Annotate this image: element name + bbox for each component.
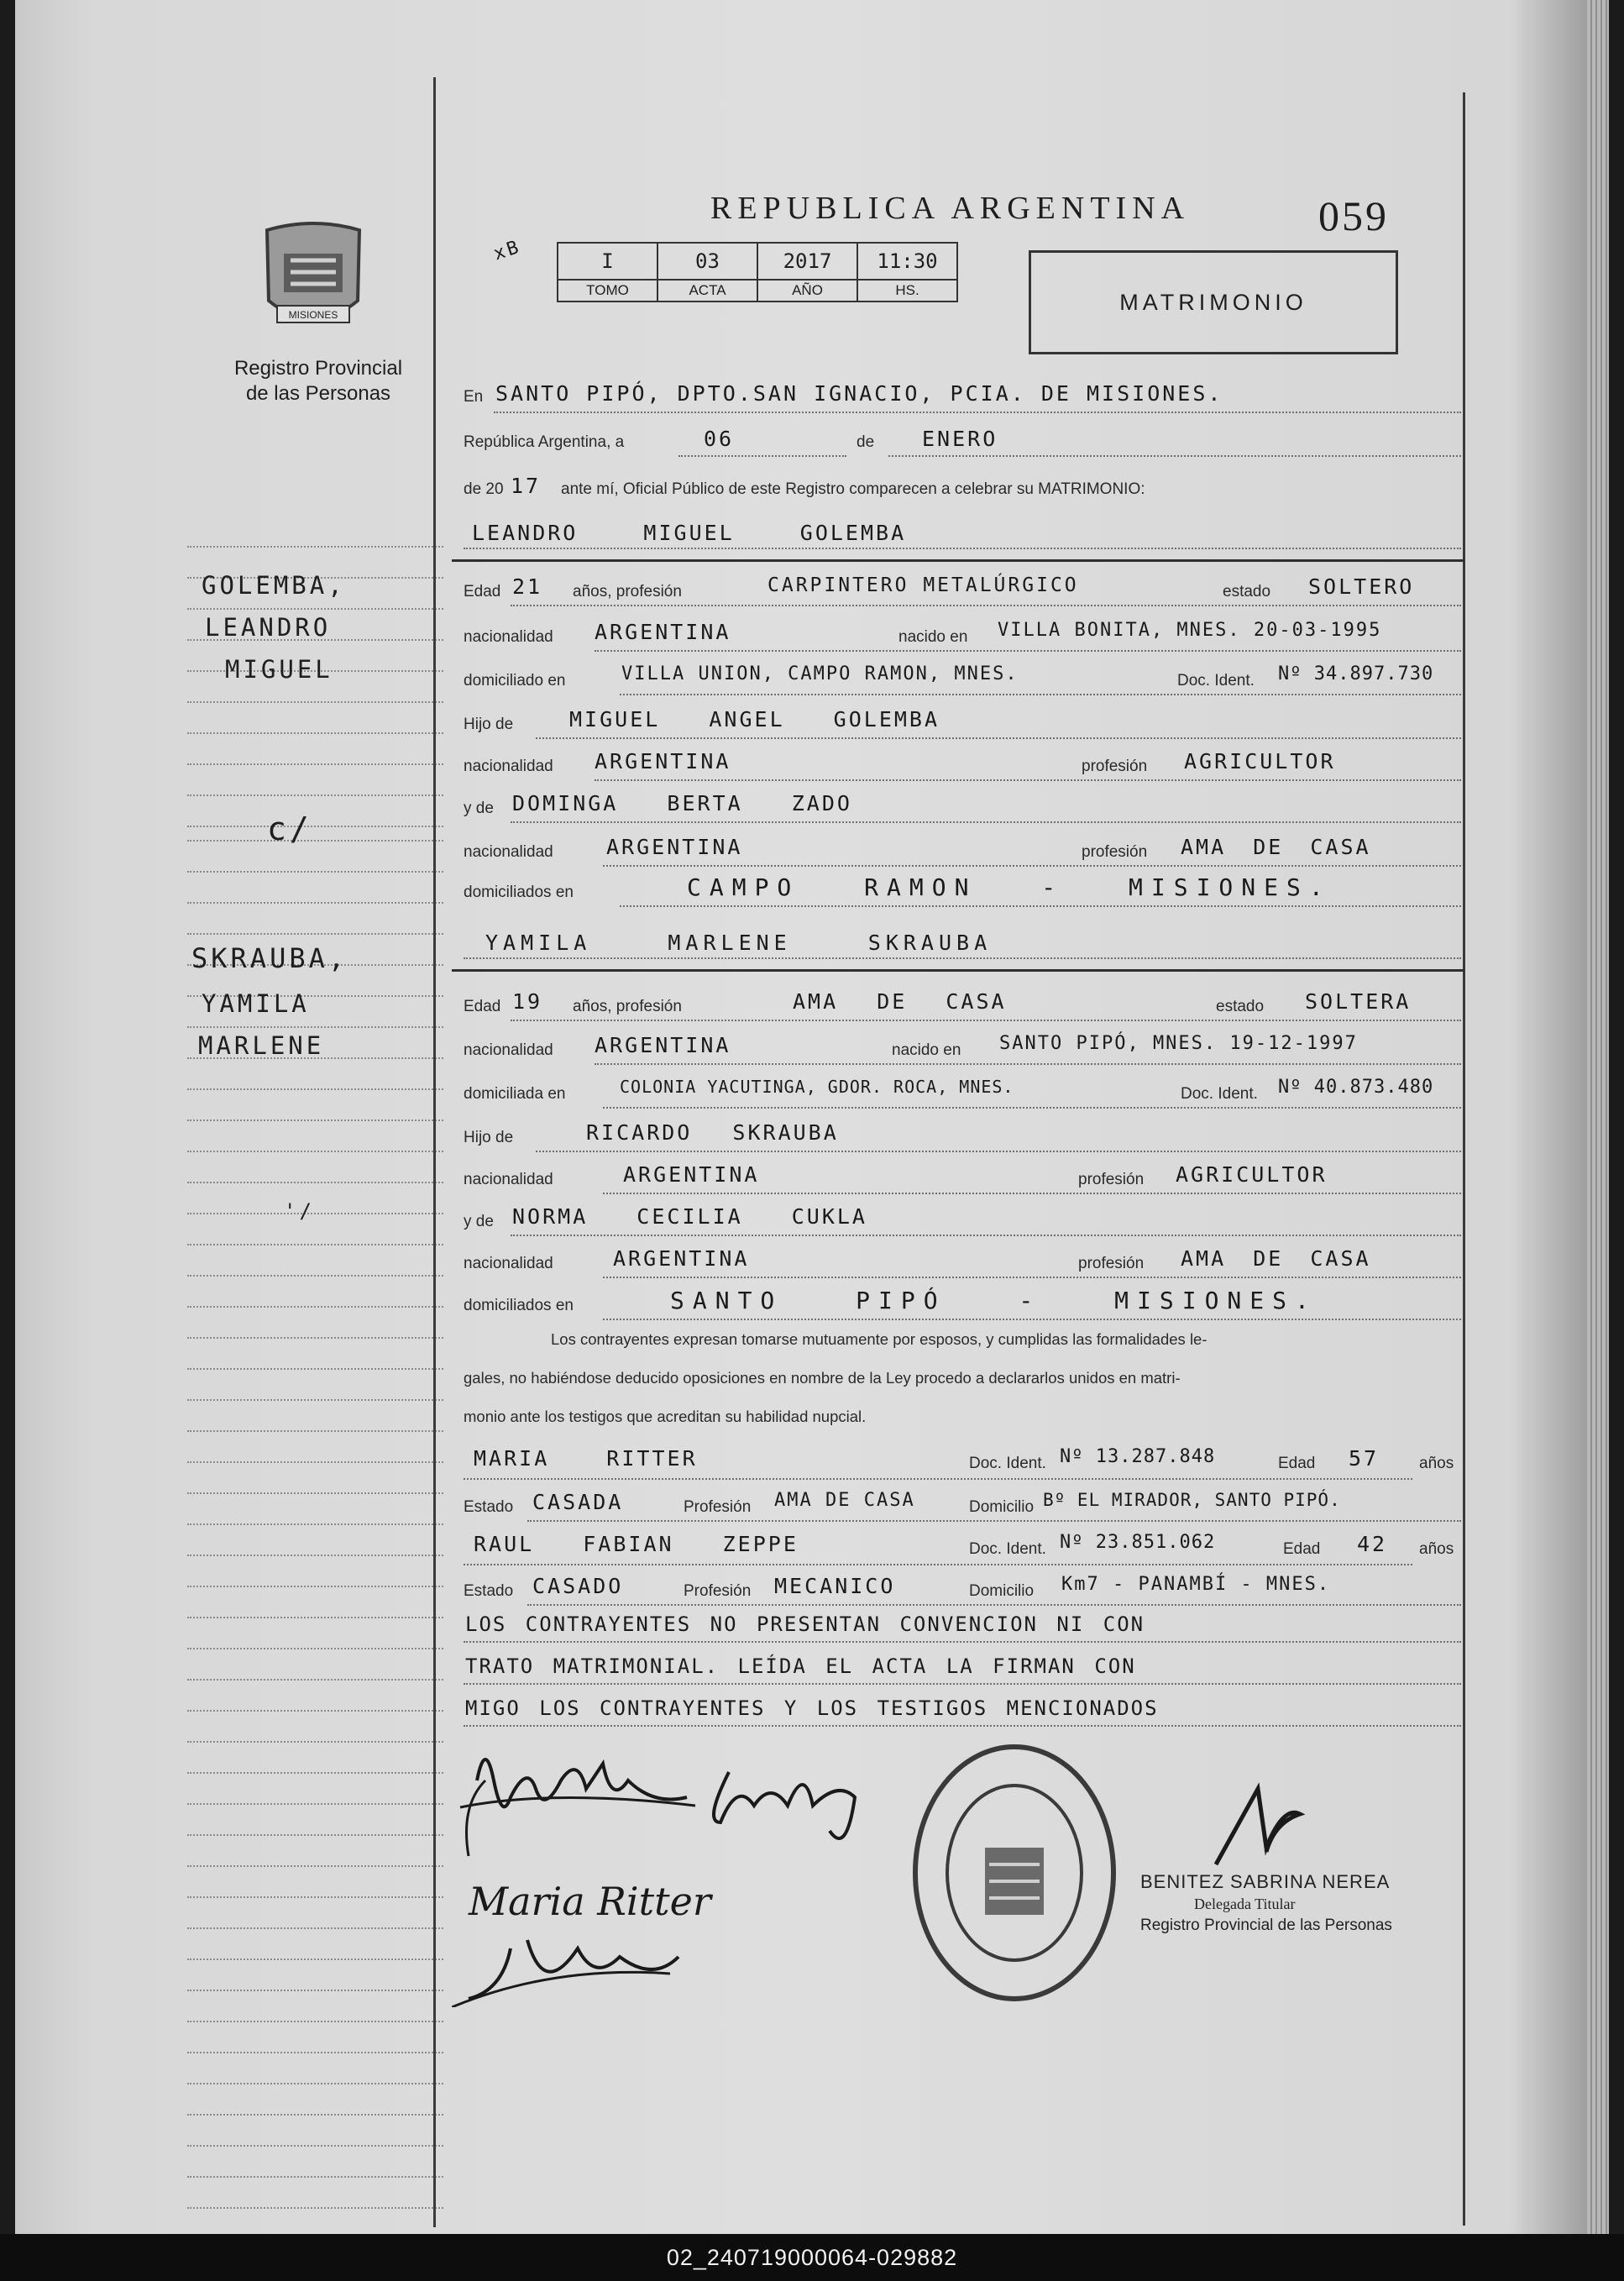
witness2-anos-label: años bbox=[1419, 1540, 1454, 1558]
page-number: 059 bbox=[1318, 192, 1389, 239]
witness1-age: 57 bbox=[1349, 1446, 1380, 1471]
bride-full-name: YAMILA MARLENE SKRAUBA bbox=[485, 931, 993, 955]
groom-estado-label: estado bbox=[1223, 583, 1271, 600]
notes-line-1: LOS CONTRAYENTES NO PRESENTAN CONVENCION NI CON bbox=[465, 1612, 1145, 1636]
witness2-name: RAUL FABIAN ZEPPE bbox=[474, 1532, 799, 1556]
margin-rule-line bbox=[187, 1275, 443, 1277]
margin-rule-line bbox=[187, 546, 443, 548]
seal-label: MISIONES bbox=[288, 309, 338, 321]
book-edge bbox=[1587, 0, 1609, 2234]
bride-doc: Nº 40.873.480 bbox=[1278, 1077, 1434, 1098]
officer-signature-icon bbox=[1208, 1772, 1308, 1873]
witness1-edad-label: Edad bbox=[1278, 1455, 1316, 1472]
groom-domicile: VILLA UNION, CAMPO RAMON, MNES. bbox=[621, 663, 1019, 684]
bride-mother: NORMA CECILIA CUKLA bbox=[512, 1204, 867, 1229]
margin-rule-line bbox=[187, 1523, 443, 1525]
officer-org: Registro Provincial de las Personas bbox=[1140, 1917, 1392, 1934]
officer-name: BENITEZ SABRINA NEREA bbox=[1140, 1871, 1391, 1892]
org-name: Registro Provincial de las Personas bbox=[233, 357, 403, 405]
margin-rule-line bbox=[187, 1896, 443, 1898]
country-title: REPUBLICA ARGENTINA bbox=[710, 191, 1191, 226]
groom-profesion-label: años, profesión bbox=[573, 583, 682, 600]
groom-full-name: LEANDRO MIGUEL GOLEMBA bbox=[472, 521, 907, 545]
de-label: de bbox=[857, 433, 875, 451]
margin-rule-line bbox=[187, 1337, 443, 1339]
margin-groom-middle: MIGUEL bbox=[225, 655, 333, 684]
acta-value: 03 bbox=[657, 243, 757, 280]
bride-birth: SANTO PIPÓ, MNES. 19-12-1997 bbox=[999, 1033, 1358, 1054]
margin-rule-line bbox=[187, 1927, 443, 1929]
groom-mother: DOMINGA BERTA ZADO bbox=[512, 791, 852, 815]
bride-domicile: COLONIA YACUTINGA, GDOR. ROCA, MNES. bbox=[620, 1077, 1014, 1097]
right-column-border bbox=[1463, 92, 1465, 2226]
ano-caption: AÑO bbox=[757, 280, 857, 302]
witness2-doc: Nº 23.851.062 bbox=[1060, 1532, 1216, 1553]
witness2-estado-label: Estado bbox=[464, 1582, 514, 1600]
margin-mark: '/ bbox=[284, 1199, 315, 1223]
margin-rule-line bbox=[187, 1244, 443, 1245]
notes-line-3: MIGO LOS CONTRAYENTES Y LOS TESTIGOS MENCIONADOS bbox=[465, 1696, 1159, 1720]
margin-rule-line bbox=[187, 1306, 443, 1308]
groom-dom-label: domiciliado en bbox=[464, 672, 566, 690]
margin-rule-line bbox=[187, 826, 443, 827]
bride-nacido-label: nacido en bbox=[892, 1041, 961, 1059]
groom-parents-dom-label: domiciliados en bbox=[464, 884, 574, 901]
groom-nationality: ARGENTINA bbox=[595, 620, 731, 644]
bride-status: SOLTERA bbox=[1305, 989, 1412, 1014]
margin-rule-line bbox=[187, 1213, 443, 1214]
groom-mother-prof-label: profesión bbox=[1082, 843, 1148, 861]
bride-profession: AMA DE CASA bbox=[793, 989, 1007, 1014]
margin-rule-line bbox=[187, 1461, 443, 1463]
margin-rule-line bbox=[187, 1368, 443, 1370]
bride-parents-dom-label: domiciliados en bbox=[464, 1297, 574, 1314]
groom-doc: Nº 34.897.730 bbox=[1278, 663, 1434, 684]
margin-rule-line bbox=[187, 1990, 443, 1991]
notes-line-2: TRATO MATRIMONIAL. LEÍDA EL ACTA LA FIRMAN CON bbox=[465, 1654, 1136, 1678]
registry-table bbox=[557, 242, 958, 302]
witness1-name: MARIA RITTER bbox=[474, 1446, 698, 1471]
margin-rule-line bbox=[187, 1586, 443, 1587]
hora-caption: HS. bbox=[857, 280, 957, 302]
marriage-statement: Los contrayentes expresan tomarse mutuamente por esposos, y cumplidas las formalidades le- gales, no habiéndose deducido oposiciones en nombre de la Ley procedo a declararlos unidos en matri- monio ante los testigos que acreditan su habilidad nupcial. bbox=[464, 1330, 1208, 1425]
margin-bride-surname: SKRAUBA, bbox=[191, 942, 348, 974]
margin-rule-line bbox=[187, 840, 443, 842]
acta-caption: ACTA bbox=[657, 280, 757, 302]
contracting-signatures bbox=[452, 1730, 888, 2007]
margin-rule-line bbox=[187, 871, 443, 873]
groom-birth: VILLA BONITA, MNES. 20-03-1995 bbox=[998, 620, 1382, 641]
margin-rule-line bbox=[187, 2207, 443, 2209]
margin-rule-line bbox=[187, 2176, 443, 2178]
witness1-doc: Nº 13.287.848 bbox=[1060, 1446, 1216, 1467]
tomo-caption: TOMO bbox=[558, 280, 657, 302]
groom-mother-profession: AMA DE CASA bbox=[1181, 835, 1371, 859]
groom-father-nac-label: nacionalidad bbox=[464, 758, 553, 775]
year-value: 17 bbox=[511, 474, 542, 498]
margin-rule-line bbox=[187, 1182, 443, 1183]
margin-rule-line bbox=[187, 1617, 443, 1618]
witness1-anos-label: años bbox=[1419, 1455, 1454, 1472]
day-value: 06 bbox=[704, 427, 735, 451]
margin-rule-line bbox=[187, 732, 443, 734]
margin-rule-line bbox=[187, 1834, 443, 1836]
witness2-edad-label: Edad bbox=[1283, 1540, 1321, 1558]
margin-groom-first: LEANDRO bbox=[205, 613, 332, 642]
groom-age: 21 bbox=[512, 574, 543, 599]
margin-rule-line bbox=[187, 1772, 443, 1774]
left-column-border bbox=[433, 77, 436, 2227]
margin-rule-line bbox=[187, 2145, 443, 2147]
groom-father-nationality: ARGENTINA bbox=[595, 749, 731, 773]
official-stamp-icon bbox=[905, 1738, 1124, 2007]
groom-father-prof-label: profesión bbox=[1082, 758, 1148, 775]
act-type-box: MATRIMONIO bbox=[1029, 250, 1398, 354]
footer-id: 02_240719000064-029882 bbox=[0, 2234, 1624, 2281]
groom-nac-label: nacionalidad bbox=[464, 628, 553, 646]
bride-mother-profession: AMA DE CASA bbox=[1181, 1246, 1371, 1271]
bride-dom-label: domiciliada en bbox=[464, 1085, 566, 1103]
witness2-domicile: Km7 - PANAMBÍ - MNES. bbox=[1061, 1574, 1331, 1595]
witness1-status: CASADA bbox=[532, 1490, 624, 1514]
margin-rule-line bbox=[187, 2114, 443, 2116]
province-seal-icon bbox=[259, 220, 368, 338]
groom-father: MIGUEL ANGEL GOLEMBA bbox=[569, 707, 940, 731]
officer-title: Delegada Titular bbox=[1194, 1896, 1296, 1912]
margin-rule-line bbox=[187, 763, 443, 765]
witness1-profesion-label: Profesión bbox=[684, 1498, 752, 1516]
bride-father: RICARDO SKRAUBA bbox=[586, 1120, 839, 1145]
margin-rule-line bbox=[187, 2083, 443, 2084]
bride-yde-label: y de bbox=[464, 1213, 494, 1230]
groom-parents-domicile: CAMPO RAMON - MISIONES. bbox=[687, 873, 1332, 901]
bride-estado-label: estado bbox=[1216, 998, 1265, 1015]
margin-rule-line bbox=[187, 608, 443, 610]
margin-rule-line bbox=[187, 701, 443, 703]
margin-connector: c/ bbox=[267, 810, 312, 847]
witness-handwritten-signature: Maria Ritter bbox=[469, 1879, 711, 1924]
margin-rule-line bbox=[187, 1120, 443, 1121]
margin-groom-surname: GOLEMBA, bbox=[202, 571, 346, 600]
hora-value: 11:30 bbox=[857, 243, 957, 280]
groom-edad-label: Edad bbox=[464, 583, 501, 600]
margin-rule-line bbox=[187, 794, 443, 796]
margin-rule-line bbox=[187, 1555, 443, 1556]
bride-doc-label: Doc. Ident. bbox=[1181, 1085, 1258, 1103]
place-value: SANTO PIPÓ, DPTO.SAN IGNACIO, PCIA. DE MISIONES. bbox=[495, 381, 1223, 406]
document-page bbox=[15, 0, 1587, 2234]
bride-father-nationality: ARGENTINA bbox=[623, 1162, 760, 1187]
witness1-estado-label: Estado bbox=[464, 1498, 514, 1516]
margin-rule-line bbox=[187, 1088, 443, 1090]
groom-doc-label: Doc. Ident. bbox=[1177, 672, 1255, 690]
en-label: En bbox=[464, 388, 484, 406]
margin-rule-line bbox=[187, 1741, 443, 1743]
margin-rule-line bbox=[187, 933, 443, 935]
tomo-value: I bbox=[558, 243, 657, 280]
bride-age: 19 bbox=[512, 989, 543, 1014]
bride-edad-label: Edad bbox=[464, 998, 501, 1015]
initials-mark: xB bbox=[490, 236, 524, 265]
bride-hijo-label: Hijo de bbox=[464, 1129, 514, 1146]
margin-rule-line bbox=[187, 1710, 443, 1712]
margin-rule-line bbox=[187, 1430, 443, 1432]
margin-rule-line bbox=[187, 1026, 443, 1028]
bride-father-nac-label: nacionalidad bbox=[464, 1171, 553, 1188]
groom-nacido-label: nacido en bbox=[898, 628, 968, 646]
witness2-profesion-label: Profesión bbox=[684, 1582, 752, 1600]
margin-rule-line bbox=[187, 2052, 443, 2053]
margin-rule-line bbox=[187, 2021, 443, 2022]
bride-father-prof-label: profesión bbox=[1078, 1171, 1145, 1188]
groom-mother-nationality: ARGENTINA bbox=[606, 835, 743, 859]
bride-mother-nac-label: nacionalidad bbox=[464, 1255, 553, 1272]
celebration-label: ante mí, Oficial Público de este Registro comparecen a celebrar su MATRIMONIO: bbox=[561, 480, 1145, 498]
ano-value: 2017 bbox=[757, 243, 857, 280]
witness2-age: 42 bbox=[1357, 1532, 1388, 1556]
margin-rule-line bbox=[187, 1679, 443, 1681]
margin-bride-middle: MARLENE bbox=[198, 1031, 325, 1060]
bride-nac-label: nacionalidad bbox=[464, 1041, 553, 1059]
margin-rule-line bbox=[187, 1492, 443, 1494]
witness2-doc-label: Doc. Ident. bbox=[969, 1540, 1046, 1558]
margin-bride-first: YAMILA bbox=[202, 989, 310, 1018]
witness2-domicilio-label: Domicilio bbox=[969, 1582, 1035, 1600]
bride-parents-domicile: SANTO PIPÓ - MISIONES. bbox=[670, 1287, 1318, 1314]
margin-rule-line bbox=[187, 1959, 443, 1960]
bride-father-profession: AGRICULTOR bbox=[1176, 1162, 1328, 1187]
margin-rule-line bbox=[187, 1151, 443, 1152]
year-label: de 20 bbox=[464, 480, 504, 498]
margin-rule-line bbox=[187, 1399, 443, 1401]
witness1-domicilio-label: Domicilio bbox=[969, 1498, 1035, 1516]
bride-profesion-label: años, profesión bbox=[573, 998, 682, 1015]
republica-label: República Argentina, a bbox=[464, 433, 625, 451]
groom-mother-nac-label: nacionalidad bbox=[464, 843, 553, 861]
bride-mother-prof-label: profesión bbox=[1078, 1255, 1145, 1272]
margin-rule-line bbox=[187, 1648, 443, 1649]
month-value: ENERO bbox=[922, 427, 998, 451]
groom-profession: CARPINTERO METALÚRGICO bbox=[767, 574, 1079, 596]
margin-rule-line bbox=[187, 1803, 443, 1805]
groom-hijo-label: Hijo de bbox=[464, 716, 514, 733]
bride-nationality: ARGENTINA bbox=[595, 1033, 731, 1057]
witness1-doc-label: Doc. Ident. bbox=[969, 1455, 1046, 1472]
witness2-profession: MECANICO bbox=[774, 1574, 896, 1598]
officer-stamp-block bbox=[1140, 1871, 1392, 1937]
groom-status: SOLTERO bbox=[1308, 574, 1415, 599]
groom-yde-label: y de bbox=[464, 800, 494, 817]
witness1-profession: AMA DE CASA bbox=[774, 1490, 915, 1511]
witness1-domicile: Bº EL MIRADOR, SANTO PIPÓ. bbox=[1043, 1490, 1341, 1510]
groom-father-profession: AGRICULTOR bbox=[1184, 749, 1336, 773]
margin-rule-line bbox=[187, 1865, 443, 1867]
witness2-status: CASADO bbox=[532, 1574, 624, 1598]
margin-rule-line bbox=[187, 902, 443, 904]
bride-mother-nationality: ARGENTINA bbox=[613, 1246, 750, 1271]
